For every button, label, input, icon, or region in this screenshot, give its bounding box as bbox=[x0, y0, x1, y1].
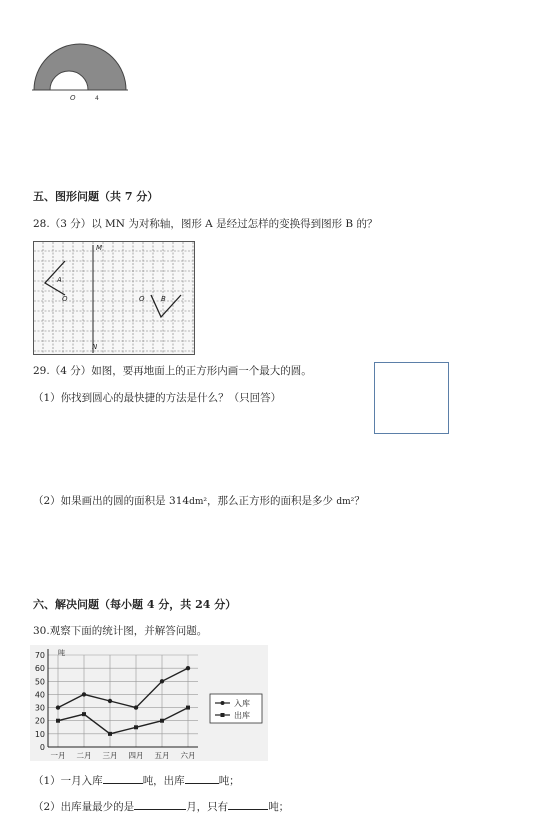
q29-part2-suffix: ？ bbox=[354, 495, 365, 507]
semicircle-figure bbox=[28, 40, 132, 104]
label-b: B bbox=[161, 295, 166, 303]
q30-line1-b: 吨，出库 bbox=[142, 775, 185, 787]
point-out bbox=[108, 732, 112, 736]
y-tick-label: 60 bbox=[34, 664, 45, 674]
x-tick-label: 四月 bbox=[128, 751, 144, 760]
y-axis-unit: 吨 bbox=[58, 649, 65, 657]
x-tick-label: 三月 bbox=[102, 751, 118, 760]
q29-part2-prefix: （2）如果画出的圆的面积是 314 bbox=[33, 495, 190, 507]
q30-line1-a: （1）一月入库 bbox=[33, 775, 103, 787]
section-5-title: 五、图形问题（共 7 分） bbox=[33, 190, 159, 203]
point-in bbox=[134, 705, 138, 709]
q30-line2 bbox=[33, 798, 289, 814]
q30-line2-c: 吨； bbox=[268, 801, 290, 813]
x-tick-label: 一月 bbox=[50, 751, 66, 760]
legend-label-in: 入库 bbox=[234, 699, 250, 708]
q30-line1-c: 吨； bbox=[218, 775, 240, 787]
q29-unit-2: dm² bbox=[336, 497, 355, 507]
point-out bbox=[56, 719, 60, 723]
legend-marker-in bbox=[221, 701, 225, 705]
y-tick-label: 20 bbox=[34, 716, 45, 726]
point-in bbox=[108, 699, 112, 703]
point-out bbox=[134, 725, 138, 729]
label-o1: O bbox=[62, 295, 68, 303]
legend-label-out: 出库 bbox=[234, 711, 250, 720]
label-o2: O bbox=[139, 295, 145, 303]
y-tick-label: 0 bbox=[39, 743, 45, 752]
x-tick-label: 六月 bbox=[180, 751, 196, 760]
point-in bbox=[56, 705, 60, 709]
point-out bbox=[82, 712, 86, 716]
y-tick-label: 50 bbox=[34, 677, 45, 687]
chart-legend bbox=[210, 694, 262, 723]
label-a: A bbox=[57, 276, 62, 284]
section-6-title: 六、解决问题（每小题 4 分，共 24 分） bbox=[33, 598, 237, 611]
blank-out-january[interactable] bbox=[185, 772, 219, 784]
half-ring-shape bbox=[34, 44, 126, 90]
q30-line2-b: 月，只有 bbox=[186, 801, 229, 813]
storage-line-chart bbox=[30, 645, 268, 761]
legend-marker-out bbox=[221, 713, 225, 717]
q29-part2-middle: ，那么正方形的面积是多少 bbox=[206, 495, 337, 507]
q30-line2-a: （2）出库量最少的是 bbox=[33, 801, 135, 813]
x-tick-label: 五月 bbox=[154, 751, 170, 760]
q29-text: 29.（4 分）如图，要再地面上的正方形内画一个最大的圆。 bbox=[33, 365, 312, 377]
point-in bbox=[160, 679, 164, 683]
point-out bbox=[186, 706, 190, 710]
blank-min-amount[interactable] bbox=[228, 798, 268, 810]
y-tick-label: 70 bbox=[34, 651, 45, 660]
point-in bbox=[82, 692, 86, 696]
label-o: O bbox=[70, 94, 76, 102]
q29-part1: （1）你找到圆心的最快捷的方法是什么？（只回答） bbox=[33, 392, 282, 404]
grid-border bbox=[34, 242, 195, 355]
blank-in-january[interactable] bbox=[103, 772, 143, 784]
q30-text: 30.观察下面的统计图，并解答问题。 bbox=[33, 625, 208, 637]
q29-unit-1: dm² bbox=[189, 497, 207, 507]
q28-grid-figure bbox=[33, 241, 195, 355]
q29-part2 bbox=[33, 494, 365, 509]
x-tick-label: 二月 bbox=[76, 751, 92, 760]
blank-min-month[interactable] bbox=[134, 798, 186, 810]
point-in bbox=[186, 666, 190, 670]
label-m: M bbox=[96, 244, 103, 252]
label-n: N bbox=[92, 343, 98, 351]
q28-text: 28.（3 分）以 MN 为对称轴，图形 A 是经过怎样的变换得到图形 B 的？ bbox=[33, 218, 378, 230]
point-out bbox=[160, 719, 164, 723]
y-tick-label: 10 bbox=[34, 729, 45, 739]
square-figure bbox=[374, 362, 449, 434]
q30-line1 bbox=[33, 772, 240, 788]
label-4: 4 bbox=[95, 95, 99, 102]
y-tick-label: 40 bbox=[34, 690, 45, 700]
y-tick-label: 30 bbox=[34, 703, 45, 713]
